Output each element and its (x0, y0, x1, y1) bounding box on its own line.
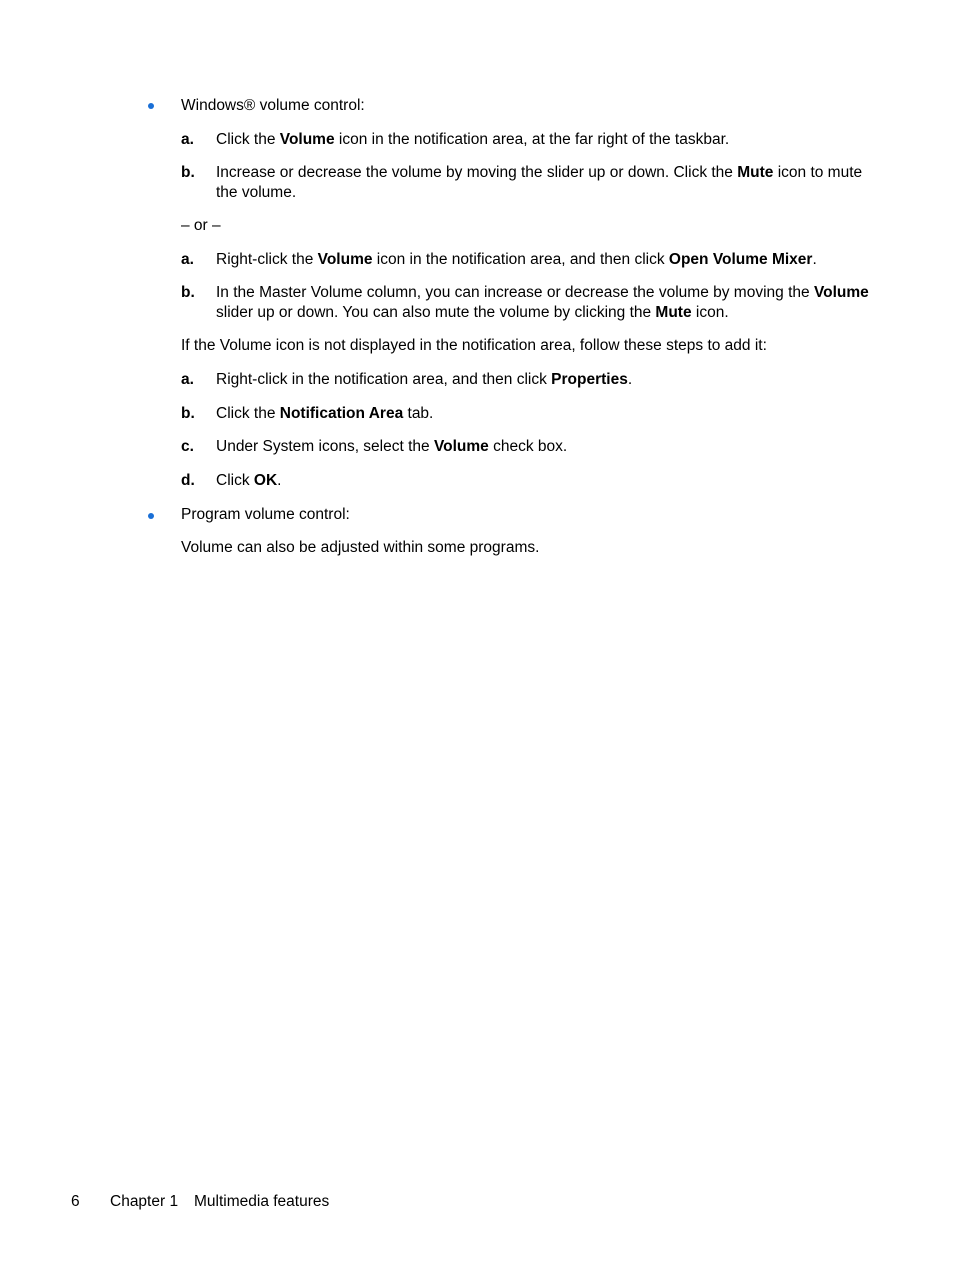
step-letter: b. (181, 284, 195, 301)
step-text: Right-click the Volume icon in the notification area, and then click Open Volume Mixer. (216, 251, 817, 268)
step-letter: c. (181, 438, 194, 455)
step-letter: b. (181, 405, 195, 422)
step-letter: a. (181, 251, 194, 268)
step-text: Right-click in the notification area, and then click Properties. (216, 371, 633, 388)
bold-term: Open Volume Mixer (668, 251, 813, 268)
bold-term: Mute (655, 304, 692, 321)
bold-term: Notification Area (279, 405, 404, 422)
bold-term: Volume (433, 438, 489, 455)
bold-term: OK (253, 472, 278, 489)
bold-term: Mute (737, 164, 774, 181)
step-letter: d. (181, 472, 195, 489)
step-letter: a. (181, 371, 194, 388)
step-text: Click OK. (216, 472, 282, 489)
step-text: Under System icons, select the Volume check box. (216, 438, 568, 455)
step-text: Click the Volume icon in the notification area, at the far right of the taskbar. (216, 131, 730, 148)
step-text: In the Master Volume column, you can increase or decrease the volume by moving the Volume slider up or down. You can also mute the volume by clicking the Mute icon. (216, 284, 869, 321)
bullet-label-program-volume: Program volume control: (181, 506, 350, 523)
step-letter: b. (181, 164, 195, 181)
or-separator: – or – (181, 217, 221, 234)
footer-page-number: 6 (71, 1193, 80, 1210)
footer-chapter: Chapter 1 (110, 1193, 179, 1210)
bullet-icon (148, 103, 154, 109)
step-letter: a. (181, 131, 194, 148)
bold-term: Volume (813, 284, 869, 301)
footer-chapter-title: Multimedia features (194, 1193, 330, 1210)
bold-term: Properties (551, 371, 628, 388)
bullet-icon (148, 513, 154, 519)
program-volume-body: Volume can also be adjusted within some programs. (181, 539, 540, 556)
bold-term: Volume (317, 251, 373, 268)
bold-term: Volume (279, 131, 335, 148)
note-paragraph: If the Volume icon is not displayed in the notification area, follow these steps to add it: (181, 337, 767, 354)
step-text: Increase or decrease the volume by moving the slider up or down. Click the Mute icon to mute the volume. (216, 164, 863, 201)
step-text: Click the Notification Area tab. (216, 405, 434, 422)
bullet-label-windows-volume: Windows® volume control: (181, 97, 365, 114)
